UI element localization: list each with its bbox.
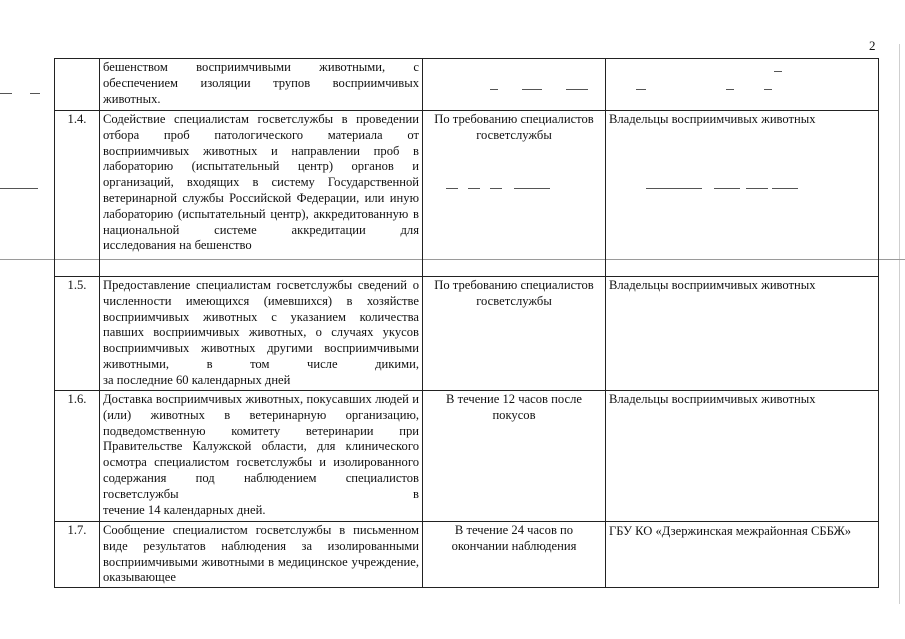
row-number: 1.4. [55,111,100,277]
row-number [55,59,100,111]
measure-term: По требованию специалистов госветслужбы [423,111,606,277]
responsible-party: Владельцы восприимчивых животных [606,391,879,522]
row-number: 1.6. [55,391,100,522]
table-row [55,277,879,391]
scan-dash [0,93,12,94]
row-number: 1.7. [55,522,100,588]
description-text: Доставка восприимчивых животных, покусавших людей и (или) животных в ветеринарную организацию, подведомственную комитету ветеринарии при Правительстве Калужской области, для клинического осмотра специалистом госветслужбы и изолированного содержания под наблюдением специалистов госветслужбы в [103,392,419,501]
description-text: Содействие специалистам госветслужбы в проведении отбора проб патологического материала от восприимчивых животных и направлении проб в лабораторию (испытательный центр) органов и организаций, входящих в систему Государственной ветеринарной службы Российской Федерации, или иную лабораторию (испытательный центр), аккредитованную в национальной системе аккредитации для [103,112,419,237]
measure-term [423,59,606,111]
scan-dash [0,188,38,189]
description-text: Предоставление специалистам госветслужбы сведений о численности имеющихся (имевшихся) в хозяйстве восприимчивых животных с указанием количества павших восприимчивых животных, о случаях укусов восприимчивых животных другими восприимчивыми животными, в том числе дикими, [103,278,419,371]
page-number: 2 [869,38,876,53]
description-text: бешенством восприимчивыми животными, с обеспечением изоляции трупов восприимчивых [103,60,419,90]
measure-term: По требованию специалистов госветслужбы [423,277,606,391]
responsible-party: Владельцы восприимчивых животных [606,111,879,277]
description-last-line: исследования на бешенство [103,238,252,253]
responsible-party [606,59,879,111]
responsible-party: ГБУ КО «Дзержинская межрайонная СББЖ» [606,522,879,588]
table-row [55,391,879,522]
measure-description [100,277,423,391]
measure-term: В течение 24 часов по окончании наблюдения [423,522,606,588]
table-row [55,59,879,111]
responsible-party: Владельцы восприимчивых животных [606,277,879,391]
measure-term: В течение 12 часов после покусов [423,391,606,522]
scan-dash [30,93,40,94]
description-last-line: животных. [103,91,161,106]
description-text: Сообщение специалистом госветслужбы в письменном виде результатов наблюдения за изолированными восприимчивыми животными в медицинское учреждение, оказывающее [103,523,419,585]
measure-description [100,391,423,522]
description-last-line: течение 14 календарных дней. [103,502,266,517]
measure-description [100,522,423,588]
measures-table [54,58,879,588]
page-edge [899,44,900,604]
table-row [55,522,879,588]
table-row [55,111,879,277]
measure-description [100,59,423,111]
row-number: 1.5. [55,277,100,391]
measure-description [100,111,423,277]
description-last-line: за последние 60 календарных дней [103,372,291,387]
